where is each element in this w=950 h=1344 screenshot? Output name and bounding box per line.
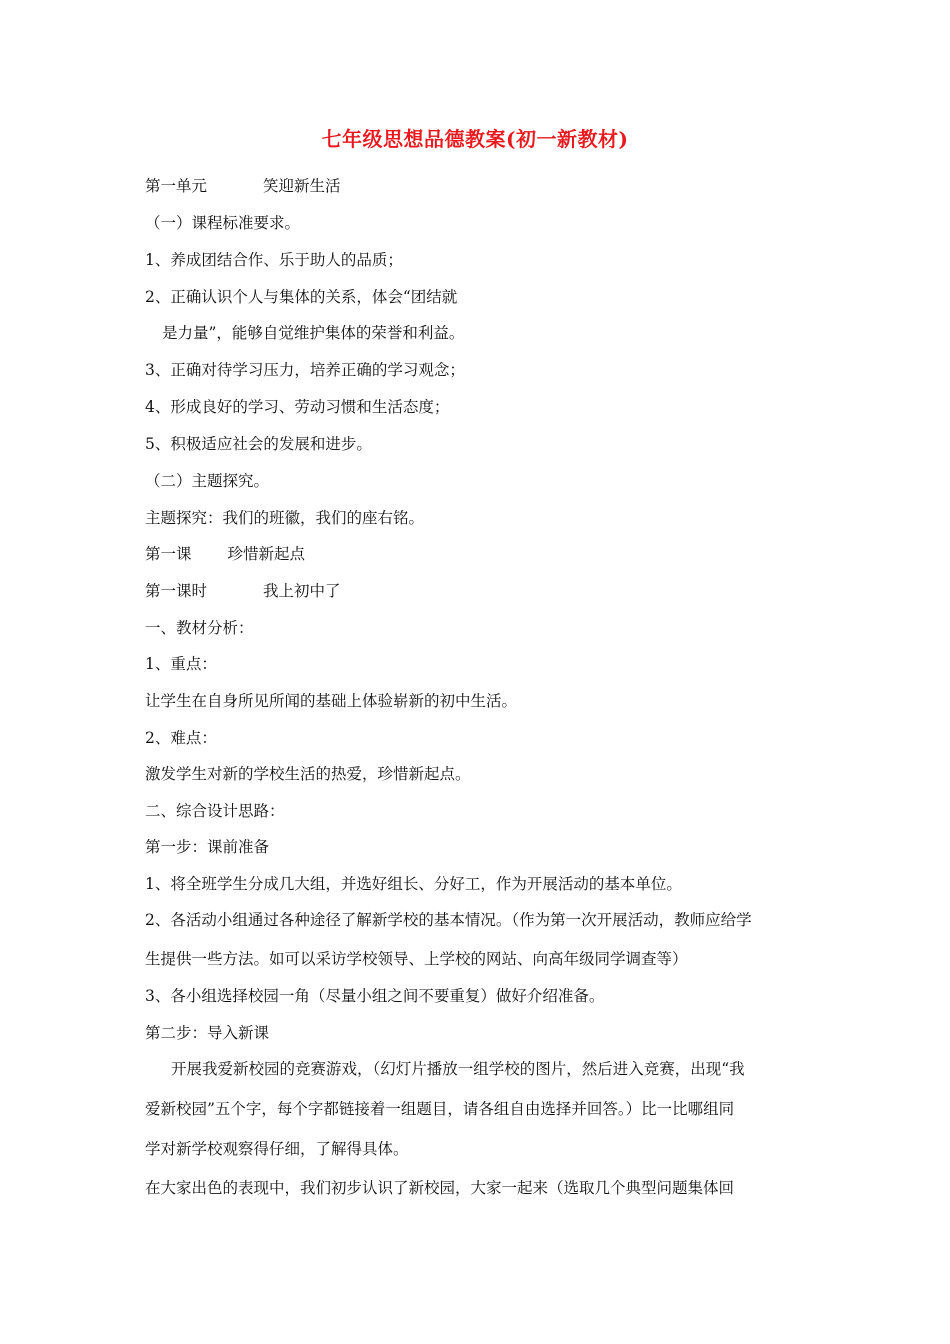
paragraph-line: 3、各小组选择校园一角（尽量小组之间不要重复）做好介绍准备。 xyxy=(145,987,605,1005)
paragraph-line: 开展我爱新校园的竞赛游戏，（幻灯片播放一组学校的图片，然后进入竞赛，出现“我 xyxy=(171,1060,745,1078)
paragraph-line: 生提供一些方法。如可以采访学校领导、上学校的网站、向高年级同学调查等） xyxy=(145,950,688,968)
paragraph-line: 3、正确对待学习压力，培养正确的学习观念； xyxy=(145,361,465,379)
paragraph-line: 第一步：课前准备 xyxy=(145,838,270,856)
paragraph-line: 5、积极适应社会的发展和进步。 xyxy=(145,435,372,453)
paragraph-line: 2、正确认识个人与集体的关系，体会“团结就 xyxy=(145,288,458,306)
lesson-label: 第一课 xyxy=(145,545,192,563)
lesson-heading xyxy=(145,543,825,565)
period-label: 第一课时 xyxy=(145,582,208,600)
paragraph-line: 是力量”，能够自觉维护集体的荣誉和利益。 xyxy=(162,324,465,342)
paragraph-line: 1、养成团结合作、乐于助人的品质； xyxy=(145,251,403,269)
period-heading xyxy=(145,580,825,602)
paragraph-line: 1、将全班学生分成几大组，并选好组长、分好工，作为开展活动的基本单位。 xyxy=(145,875,682,893)
paragraph-line: （二）主题探究。 xyxy=(145,472,270,490)
paragraph-line: 1、重点： xyxy=(145,655,217,673)
paragraph-line: 爱新校园”五个字，每个字都链接着一组题目，请各组自由选择并回答。）比一比哪组同 xyxy=(145,1100,735,1118)
paragraph-line: 第二步：导入新课 xyxy=(145,1024,270,1042)
paragraph-line: 4、形成良好的学习、劳动习惯和生活态度； xyxy=(145,398,450,416)
unit-label: 第一单元 xyxy=(145,177,208,195)
paragraph-line: 学对新学校观察得仔细，了解得具体。 xyxy=(145,1140,409,1158)
unit-name: 笑迎新生活 xyxy=(263,177,341,195)
paragraph-line: 二、综合设计思路： xyxy=(145,802,285,820)
lesson-name: 珍惜新起点 xyxy=(227,545,306,563)
period-name: 我上初中了 xyxy=(263,582,341,600)
paragraph-line: 激发学生对新的学校生活的热爱，珍惜新起点。 xyxy=(145,765,471,783)
paragraph-line: 2、各活动小组通过各种途径了解新学校的基本情况。（作为第一次开展活动，教师应给学 xyxy=(145,911,752,929)
paragraph-line: 2、难点： xyxy=(145,729,217,747)
paragraph-line: 在大家出色的表现中，我们初步认识了新校园，大家一起来（选取几个典型问题集体回 xyxy=(145,1179,735,1197)
unit-heading xyxy=(145,175,825,197)
paragraph-line: （一）课程标准要求。 xyxy=(145,214,301,232)
document-title: 七年级思想品德教案(初一新教材) xyxy=(321,127,629,151)
paragraph-line: 主题探究：我们的班徽，我们的座右铭。 xyxy=(145,509,425,527)
paragraph-line: 让学生在自身所见所闻的基础上体验崭新的初中生活。 xyxy=(145,692,518,710)
paragraph-line: 一、教材分析： xyxy=(145,619,254,637)
